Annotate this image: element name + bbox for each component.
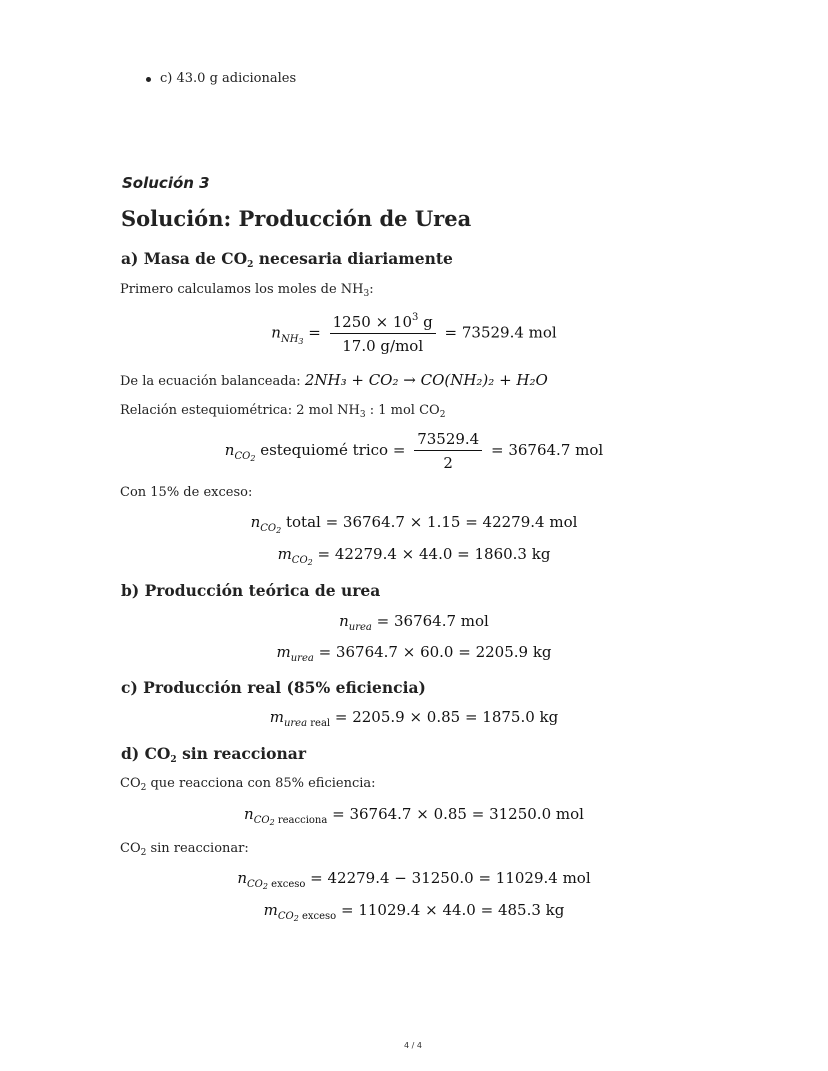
section-d-heading: d) CO2 sin reaccionar (121, 744, 306, 765)
equation-moles-nh3: $n_{NH_3}$ = $\frac{1250 \times 10^3 g}{\text{17.0 g/mol}}$ = 73529.4 mol (271, 312, 557, 355)
equation-moles-urea: $n_{urea} = 36764.7$ mol (339, 612, 489, 633)
fraction-nh3: $\frac{1250 \times 10^3 g}{\text{17.0 g/mol}}$ (330, 312, 436, 355)
section-a-paragraph-1: Primero calculamos los moles de $NH_3$: (120, 282, 374, 299)
equation-moles-co2-total: $n_{CO_2}$ total = 36764.7 × 1.15 = 42279.4 mol (250, 513, 578, 535)
section-c-heading: c) Producción real (85% eficiencia) (121, 678, 426, 697)
bullet-dot (146, 77, 151, 82)
fraction-co2: $\frac{73529.4}{2}$ (414, 430, 482, 472)
equation-moles-co2-stoich: $n_{CO_2}$ estequiomé trico = $\frac{73529.4}{2}$ = 36764.7 mol (224, 430, 604, 472)
section-a-paragraph-3: Relación estequiométrica: 2 mol $NH_3$ : 1 mol $CO_2$ (120, 403, 446, 420)
section-d-paragraph-1: $CO_2$ que reacciona con 85% eficiencia: (120, 776, 376, 793)
section-a-paragraph-4: Con 15% de exceso: (120, 485, 253, 500)
page-number: 4 / 4 (404, 1041, 422, 1050)
bullet-text: c) 43.0 g adicionales (160, 71, 297, 86)
equation-mass-urea-real: $m_{urea real} = 2205.9 \times 0.85 = 1875.0$ kg (269, 708, 559, 729)
equation-moles-co2-reacted: $n_{CO_2 reacciona} = 36764.7 \times 0.85 = 31250.0$ mol (244, 805, 584, 827)
equation-mass-urea: $m_{urea} = 36764.7 \times 60.0 = 2205.9$ kg (276, 643, 552, 664)
section-a-paragraph-2: De la ecuación balanceada: 2NH₃ + CO₂ → CO(NH₂)₂ + H₂O (120, 371, 548, 389)
section-b-heading: b) Producción teórica de urea (121, 581, 381, 600)
equation-moles-co2-excess: $n_{CO_2 exceso} = 42279.4 - 31250.0 = 11029.4$ mol (237, 869, 591, 891)
page-title: Solución: Producción de Urea (121, 206, 472, 231)
equation-mass-co2: $m_{CO_2} = 42279.4 \times 44.0 = 1860.3$ kg (277, 545, 551, 567)
section-d-paragraph-2: $CO_2$ sin reaccionar: (120, 841, 249, 858)
solution-label: Solución 3 (122, 174, 210, 192)
equation-mass-co2-excess: $m_{CO_2 exceso} = 11029.4 \times 44.0 = 485.3$ kg (263, 901, 565, 923)
section-a-heading: a) Masa de CO2 necesaria diariamente (121, 249, 453, 270)
